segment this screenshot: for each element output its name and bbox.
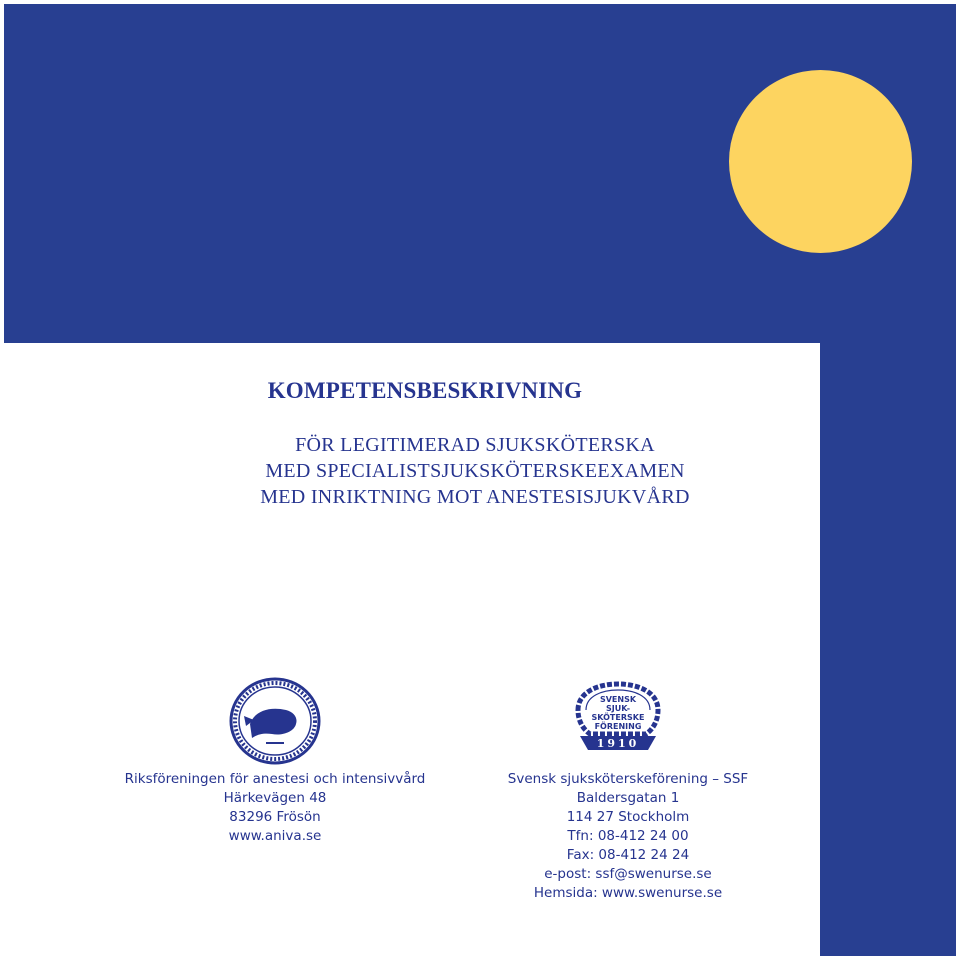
org-right-line-5: Fax: 08-412 24 24 [566, 847, 690, 863]
subtitle-block [180, 432, 770, 510]
subtitle-line-2: MED SPECIALISTSJUKSKÖTERSKEEXAMEN [265, 460, 685, 482]
org-left-address [120, 770, 430, 846]
ssf-logo-text-1: SVENSK [599, 695, 637, 704]
org-right-address [483, 770, 773, 903]
ssf-logo-text-3: SKÖTERSKE [591, 713, 645, 722]
org-left-line-2: Härkevägen 48 [223, 790, 327, 806]
org-right-line-6: e-post: ssf@swenurse.se [544, 866, 712, 882]
ssf-logo-text-2: SJUK- [605, 704, 631, 713]
org-right-line-2: Baldersgatan 1 [576, 790, 680, 806]
org-left-line-3: 83296 Frösön [229, 809, 321, 825]
org-right-line-1: Svensk sjuksköterskeförening – SSF [507, 771, 749, 787]
org-left-line-1: Riksföreningen för anestesi och intensivvård [124, 771, 426, 787]
main-title: KOMPETENSBESKRIVNING [267, 378, 583, 403]
title-block [180, 378, 770, 510]
org-right-line-4: Tfn: 08-412 24 00 [567, 828, 689, 844]
aniva-seal-icon [228, 676, 322, 766]
ssf-chain-badge-icon [568, 680, 668, 752]
org-right-line-7: Hemsida: www.swenurse.se [533, 885, 723, 901]
subtitle-line-3: MED INRIKTNING MOT ANESTESISJUKVÅRD [260, 486, 690, 508]
org-left-line-4: www.aniva.se [228, 828, 322, 844]
yellow-sun-circle [729, 70, 912, 253]
ssf-logo-year: 1910 [596, 737, 640, 750]
org-right-line-3: 114 27 Stockholm [566, 809, 690, 825]
subtitle-line-1: FÖR LEGITIMERAD SJUKSKÖTERSKA [295, 434, 655, 456]
ssf-logo-text-4: FÖRENING [594, 722, 642, 731]
